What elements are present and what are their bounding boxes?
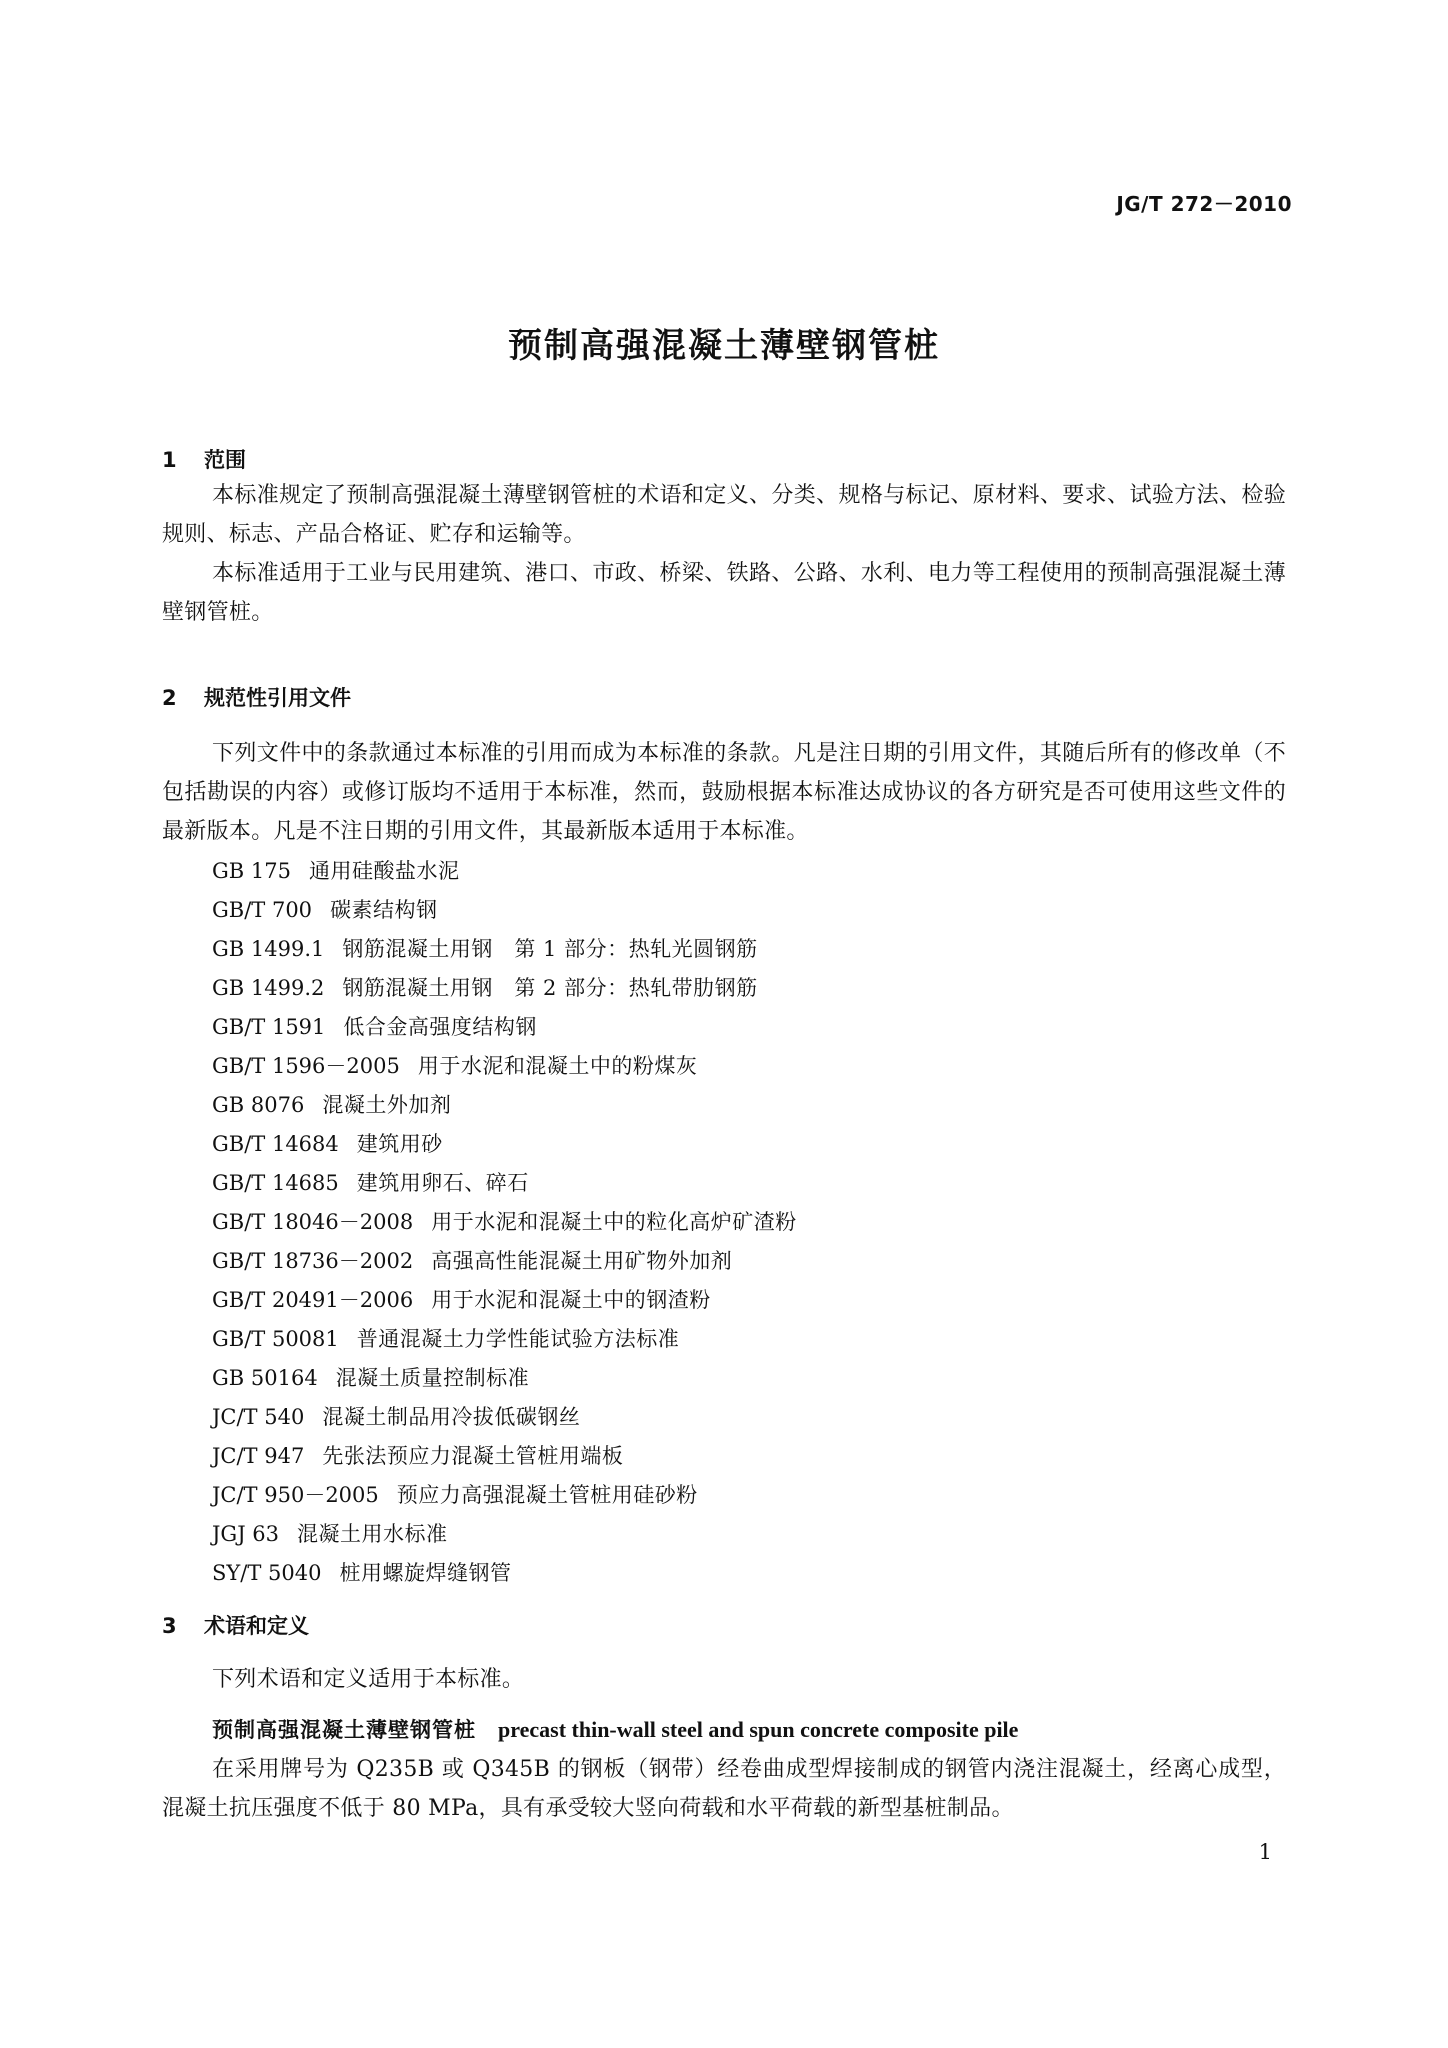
term-english: precast thin-wall steel and spun concrete composite pile — [498, 1717, 1019, 1742]
list-item — [212, 1437, 797, 1476]
list-item — [212, 1164, 797, 1203]
section-number: 1 — [162, 448, 177, 472]
reference-code: JC/T 950－2005 — [212, 1483, 379, 1507]
list-item — [212, 1515, 797, 1554]
reference-title: 低合金高强度结构钢 — [343, 1015, 537, 1039]
reference-title: 普通混凝土力学性能试验方法标准 — [356, 1327, 680, 1351]
section-number: 2 — [162, 686, 177, 710]
reference-code: GB/T 1591 — [212, 1015, 326, 1039]
list-item — [212, 930, 797, 969]
reference-title: 先张法预应力混凝土管桩用端板 — [322, 1444, 624, 1468]
section-number: 3 — [162, 1614, 177, 1638]
reference-code: GB 175 — [212, 859, 291, 883]
scope-paragraph-2: 本标准适用于工业与民用建筑、港口、市政、桥梁、铁路、公路、水利、电力等工程使用的预制高强混凝土薄壁钢管桩。 — [162, 561, 1286, 625]
section-1-heading — [162, 444, 246, 474]
reference-code: GB/T 14684 — [212, 1132, 339, 1156]
reference-title: 碳素结构钢 — [330, 898, 438, 922]
reference-code: GB/T 20491－2006 — [212, 1288, 414, 1312]
reference-title: 桩用螺旋焊缝钢管 — [339, 1561, 512, 1585]
reference-title: 建筑用砂 — [356, 1132, 443, 1156]
term-chinese: 预制高强混凝土薄壁钢管桩 — [212, 1718, 476, 1742]
reference-title: 混凝土质量控制标准 — [335, 1366, 530, 1390]
scope-paragraph-1: 本标准规定了预制高强混凝土薄壁钢管桩的术语和定义、分类、规格与标记、原材料、要求、试验方法、检验规则、标志、产品合格证、贮存和运输等。 — [162, 483, 1286, 547]
reference-title: 预应力高强混凝土管桩用硅砂粉 — [396, 1483, 698, 1507]
list-item — [212, 1125, 797, 1164]
reference-code: GB/T 14685 — [212, 1171, 339, 1195]
list-item — [212, 891, 797, 930]
reference-title: 建筑用卵石、碎石 — [356, 1171, 529, 1195]
reference-code: GB/T 50081 — [212, 1327, 339, 1351]
reference-title: 钢筋混凝土用钢 第 2 部分：热轧带肋钢筋 — [342, 976, 758, 1000]
reference-title: 钢筋混凝土用钢 第 1 部分：热轧光圆钢筋 — [342, 937, 758, 961]
page-number: 1 — [1258, 1840, 1272, 1864]
reference-code: JC/T 947 — [212, 1444, 305, 1468]
reference-code: GB 1499.1 — [212, 937, 325, 961]
reference-code: GB/T 700 — [212, 898, 313, 922]
reference-list — [212, 852, 797, 1593]
terms-intro: 下列术语和定义适用于本标准。 — [212, 1667, 525, 1692]
section-3-heading — [162, 1610, 309, 1640]
reference-code: GB 8076 — [212, 1093, 305, 1117]
reference-title: 混凝土用水标准 — [297, 1522, 448, 1546]
list-item — [212, 969, 797, 1008]
reference-code: GB/T 18736－2002 — [212, 1249, 414, 1273]
section-title: 范围 — [204, 448, 246, 472]
list-item — [212, 1359, 797, 1398]
list-item — [212, 1398, 797, 1437]
list-item — [212, 1086, 797, 1125]
reference-code: SY/T 5040 — [212, 1561, 322, 1585]
list-item — [212, 1320, 797, 1359]
term-entry — [212, 1714, 1018, 1744]
list-item — [212, 1203, 797, 1242]
reference-title: 混凝土外加剂 — [322, 1093, 452, 1117]
document-title: 预制高强混凝土薄壁钢管桩 — [508, 326, 940, 366]
reference-code: GB/T 18046－2008 — [212, 1210, 414, 1234]
list-item — [212, 1476, 797, 1515]
section-title: 术语和定义 — [204, 1614, 309, 1638]
list-item — [212, 1047, 797, 1086]
reference-code: GB/T 1596－2005 — [212, 1054, 400, 1078]
reference-code: GB 50164 — [212, 1366, 318, 1390]
reference-code: JC/T 540 — [212, 1405, 305, 1429]
section-2-heading — [162, 682, 351, 712]
list-item — [212, 1281, 797, 1320]
list-item — [212, 852, 797, 891]
references-intro: 下列文件中的条款通过本标准的引用而成为本标准的条款。凡是注日期的引用文件，其随后所有的修改单（不包括勘误的内容）或修订版均不适用于本标准，然而，鼓励根据本标准达成协议的各方研究是否可使用这些文件的最新版本。凡是不注日期的引用文件，其最新版本适用于本标准。 — [162, 741, 1286, 844]
reference-title: 用于水泥和混凝土中的钢渣粉 — [431, 1288, 711, 1312]
term-definition: 在采用牌号为 Q235B 或 Q345B 的钢板（钢带）经卷曲成型焊接制成的钢管内浇注混凝土，经离心成型，混凝土抗压强度不低于 80 MPa，具有承受较大竖向荷载和水平荷载的新型基桩制品。 — [162, 1757, 1286, 1821]
reference-code: JGJ 63 — [212, 1522, 280, 1546]
list-item — [212, 1242, 797, 1281]
section-title: 规范性引用文件 — [204, 686, 351, 710]
reference-code: GB 1499.2 — [212, 976, 325, 1000]
reference-title: 用于水泥和混凝土中的粉煤灰 — [417, 1054, 698, 1078]
reference-title: 高强高性能混凝土用矿物外加剂 — [431, 1249, 733, 1273]
list-item — [212, 1554, 797, 1593]
reference-title: 用于水泥和混凝土中的粒化高炉矿渣粉 — [431, 1210, 797, 1234]
reference-title: 通用硅酸盐水泥 — [308, 859, 460, 883]
list-item — [212, 1008, 797, 1047]
standard-code: JG/T 272－2010 — [1116, 192, 1292, 216]
reference-title: 混凝土制品用冷拔低碳钢丝 — [322, 1405, 581, 1429]
